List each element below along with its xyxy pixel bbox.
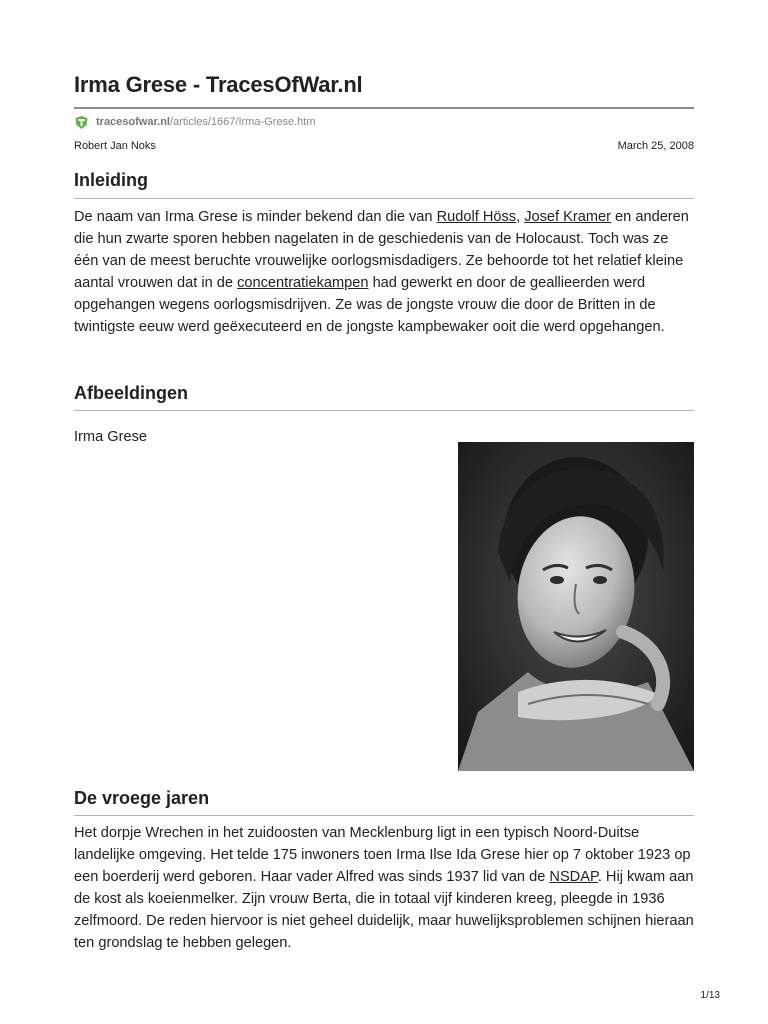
section-divider bbox=[74, 815, 694, 816]
link-nsdap[interactable]: NSDAP bbox=[549, 869, 598, 885]
tracesofwar-favicon-icon bbox=[74, 115, 89, 130]
paragraph-vroege-jaren bbox=[74, 822, 694, 954]
portrait-photo bbox=[458, 442, 694, 771]
text-span: en anderen die hun zwarte sporen hebben nagelaten in de geschiedenis van de Holocaust. Toch was ze één van de meest beruchte vrouwelijke oorlogsmisdadigers. Ze behoorde tot het relatief kleine aantal vrouwen dat in de bbox=[74, 209, 689, 291]
link-josef-kramer[interactable]: Josef Kramer bbox=[524, 209, 611, 225]
image-caption: Irma Grese bbox=[74, 429, 147, 445]
heading-vroege-jaren: De vroege jaren bbox=[74, 788, 210, 808]
heading-afbeeldingen: Afbeeldingen bbox=[74, 383, 189, 403]
link-rudolf-hoss[interactable]: Rudolf Höss bbox=[436, 209, 517, 225]
section-divider bbox=[74, 198, 694, 199]
page-title: Irma Grese - TracesOfWar.nl bbox=[74, 72, 363, 97]
title-divider bbox=[74, 107, 694, 109]
text-span: De naam van Irma Grese is minder bekend dan die van bbox=[74, 209, 437, 225]
text-span: , bbox=[516, 209, 525, 225]
link-concentratiekampen[interactable]: concentratiekampen bbox=[237, 275, 369, 291]
heading-inleiding: Inleiding bbox=[74, 170, 148, 190]
source-domain-link[interactable]: tracesofwar.nl bbox=[96, 116, 170, 128]
publication-date: March 25, 2008 bbox=[617, 140, 694, 152]
text-span: . Hij kwam aan de kost als koeienmelker. Zijn vrouw Berta, die in totaal vijf kinderen kreeg, pleegde in 1936 zelfmoord. De reden hiervoor is niet geheel duidelijk, maar huwelijksproblemen schijnen hieraan ten grondslag te hebben gelegen. bbox=[74, 869, 694, 951]
text-span: had gewerkt en door de geallieerden werd opgehangen wegens oorlogsmisdrijven. Ze was de jongste vrouw die door de Britten in de twintigste eeuw werd geëxecuteerd en de jongste kampbewaker ooit die werd opgehangen. bbox=[74, 275, 665, 335]
text-span: Het dorpje Wrechen in het zuidoosten van Mecklenburg ligt in een typisch Noord-Duitse landelijke omgeving. Het telde 175 inwoners toen Irma Ilse Ida Grese hier op 7 oktober 1923 op een boerderij werd geboren. Haar vader Alfred was sinds 1937 lid van de bbox=[74, 825, 691, 885]
source-line bbox=[74, 114, 315, 130]
paragraph-inleiding bbox=[74, 206, 694, 338]
page-number: 1/13 bbox=[700, 990, 720, 1001]
source-path: /articles/1667/Irma-Grese.htm bbox=[169, 116, 316, 128]
section-divider bbox=[74, 410, 694, 411]
author-name: Robert Jan Noks bbox=[74, 140, 156, 152]
